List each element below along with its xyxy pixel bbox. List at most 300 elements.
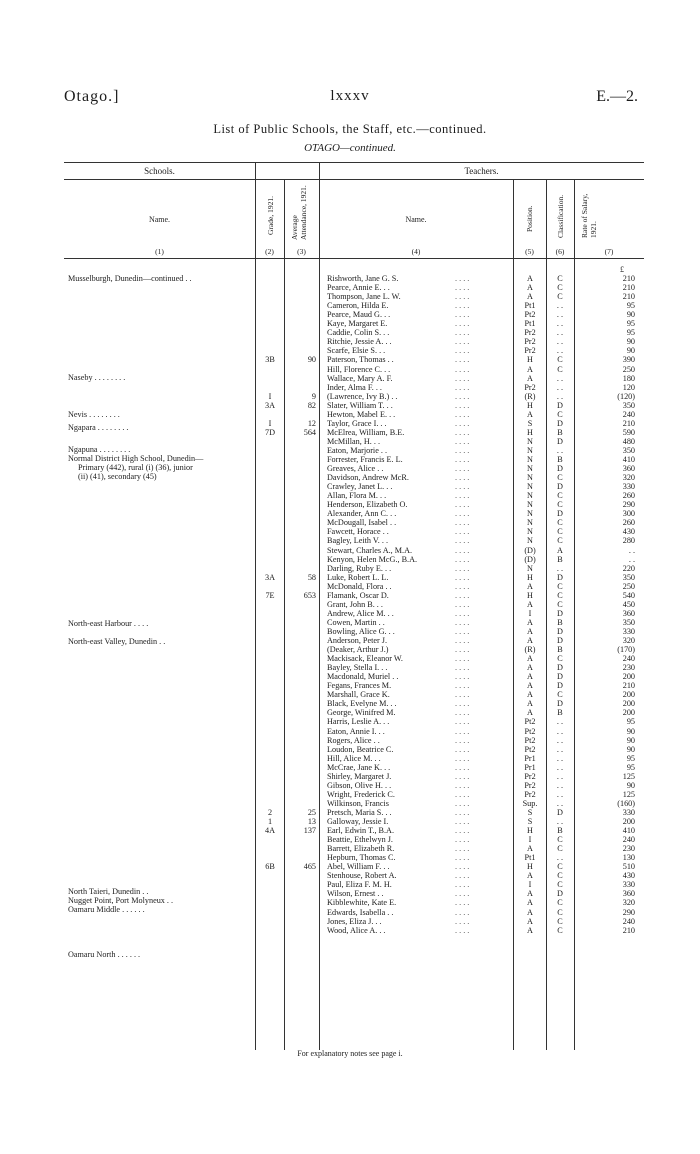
leader-dots: . . . . (455, 337, 470, 347)
position-cell: S (527, 807, 533, 817)
position-cell: Sup. (522, 798, 538, 808)
leader-dots: . . . . (455, 645, 470, 655)
page-number: lxxxv (330, 88, 370, 104)
salary-cell: 200 (622, 690, 635, 700)
table-row (0, 736, 700, 745)
classification-cell: C (557, 898, 563, 908)
classification-cell: . . (556, 789, 564, 799)
salary-cell: 250 (622, 581, 635, 591)
leader-dots: . . . . (455, 835, 470, 845)
position-cell: A (527, 663, 533, 673)
teacher-name-cell: Luke, Robert L. L. (327, 572, 389, 582)
salary-cell: 95 (626, 301, 635, 311)
leader-dots: . . . . (455, 301, 470, 311)
classification-cell: . . (556, 762, 564, 772)
position-cell: Pt2 (524, 744, 536, 754)
position-cell: A (527, 889, 533, 899)
table-row (0, 772, 700, 781)
table-row (0, 889, 700, 898)
school-name: Nugget Point, Port Molyneux . . (68, 896, 174, 905)
classification-cell: . . (556, 391, 564, 401)
classification-cell: . . (556, 337, 564, 347)
col-teacher-name: Name. (405, 215, 427, 224)
leader-dots: . . . . (455, 744, 470, 754)
salary-cell: 200 (622, 817, 635, 826)
teacher-name-cell: Hepburn, Thomas C. (327, 853, 396, 863)
attendance-cell: 25 (307, 807, 316, 817)
table-row (0, 383, 700, 392)
teacher-name-cell: McMillan, H. . . (327, 436, 380, 446)
teacher-name-cell: Caddie, Colin S. . . (327, 328, 390, 338)
teacher-name-cell: Fawcett, Horace . . (327, 527, 389, 537)
col-number: (3) (297, 247, 306, 256)
leader-dots: . . . . (455, 409, 470, 419)
classification-cell: D (557, 672, 563, 682)
position-cell: H (527, 862, 533, 872)
salary-cell: 320 (622, 473, 635, 483)
table-row (0, 853, 700, 862)
teacher-name-cell: McDougall, Isabel . . (327, 518, 397, 528)
salary-cell: 125 (622, 771, 635, 781)
leader-dots: . . . . (455, 346, 470, 356)
header-right: E.—2. (596, 88, 638, 105)
position-cell: Pr2 (524, 337, 536, 347)
classification-cell: C (557, 500, 563, 510)
position-cell: Pr2 (524, 771, 536, 781)
table-row (0, 564, 700, 573)
grade-cell: I (268, 391, 272, 401)
position-cell: Pt1 (524, 301, 536, 311)
leader-dots: . . . . (455, 283, 470, 293)
attendance-cell: 137 (303, 826, 316, 836)
table-row (0, 283, 700, 292)
position-cell: (R) (524, 645, 536, 655)
classification-cell: B (557, 455, 563, 464)
teacher-name-cell: Gibson, Olive H. . . (327, 780, 392, 790)
classification-cell: . . (556, 798, 564, 808)
classification-cell: C (557, 274, 563, 283)
classification-cell: . . (556, 382, 564, 392)
salary-cell: 90 (626, 726, 635, 736)
position-cell: H (527, 590, 533, 600)
teacher-name-cell: Beattie, Ethelwyn J. (327, 835, 393, 845)
salary-cell: 330 (622, 880, 635, 890)
salary-cell: 95 (626, 753, 635, 763)
teacher-name-cell: Wallace, Mary A. F. (327, 373, 393, 383)
classification-cell: D (557, 807, 563, 817)
position-cell: A (527, 699, 533, 709)
teacher-name-cell: Scarfe, Elsie S. . . (327, 346, 386, 356)
table-row (0, 600, 700, 609)
classification-cell: D (557, 681, 563, 691)
leader-dots: . . . . (455, 762, 470, 772)
classification-cell: C (557, 518, 563, 528)
teacher-name-cell: Andrew, Alice M. . . (327, 608, 394, 618)
position-cell: Pt2 (524, 717, 536, 727)
table-row (0, 754, 700, 763)
leader-dots: . . . . (455, 889, 470, 899)
teacher-name-cell: Anderson, Peter J. (327, 636, 388, 645)
teacher-name-cell: Wright, Frederick C. (327, 789, 395, 799)
salary-cell: 540 (622, 590, 635, 600)
school-name: Nevis . . . . . . . . (68, 410, 120, 419)
table-row (0, 446, 700, 455)
table-row (0, 301, 700, 310)
classification-cell: . . (556, 373, 564, 383)
position-cell: S (527, 817, 533, 826)
table-row (0, 365, 700, 374)
salary-cell: 360 (622, 608, 635, 618)
position-cell: N (527, 527, 533, 537)
salary-cell: . . (628, 545, 635, 555)
leader-dots: . . . . (455, 844, 470, 854)
position-cell: Pt1 (524, 853, 536, 863)
leader-dots: . . . . (455, 545, 470, 555)
col-number: (7) (604, 247, 614, 256)
classification-cell: . . (556, 310, 564, 320)
classification-cell: B (557, 617, 563, 627)
attendance-cell: 13 (307, 817, 316, 826)
col-grade: Grade, 1921. (266, 196, 275, 235)
classification-cell: D (557, 436, 563, 446)
school-name: Normal District High School, Dunedin— (68, 454, 204, 463)
teacher-name-cell: Harris, Leslie A. . . (327, 717, 390, 727)
leader-dots: . . . . (455, 735, 470, 745)
table-row (0, 355, 700, 364)
group-rule (64, 179, 644, 180)
header-left: Otago.] (64, 88, 120, 105)
salary-cell: 210 (622, 292, 635, 302)
table-row (0, 808, 700, 817)
leader-dots: . . . . (455, 780, 470, 790)
classification-cell: C (557, 925, 563, 935)
teacher-name-cell: Davidson, Andrew McR. (327, 473, 409, 483)
col-school-name: Name. (148, 215, 171, 224)
position-cell: I (528, 880, 532, 890)
salary-cell: 210 (622, 418, 635, 428)
teacher-name-cell: Rogers, Alice . . (327, 735, 380, 745)
leader-dots: . . . . (455, 500, 470, 510)
classification-cell: C (557, 590, 563, 600)
col-number: (5) (525, 247, 534, 256)
salary-cell: 410 (622, 826, 635, 836)
table-row (0, 663, 700, 672)
leader-dots: . . . . (455, 373, 470, 383)
classification-cell: C (557, 409, 563, 419)
teacher-name-cell: Forrester, Francis E. L. (327, 455, 403, 464)
classification-cell: D (557, 572, 563, 582)
classification-cell: . . (556, 853, 564, 863)
leader-dots: . . . . (455, 880, 470, 890)
grade-cell: 7D (264, 427, 275, 437)
classification-cell: C (557, 292, 563, 302)
salary-cell: (120) (617, 391, 635, 401)
classification-cell: D (557, 663, 563, 673)
classification-cell: D (557, 464, 563, 474)
table-row (0, 292, 700, 301)
table-row (0, 491, 700, 500)
salary-cell: 280 (622, 536, 635, 546)
classification-cell: C (557, 835, 563, 845)
salary-cell: 330 (622, 807, 635, 817)
table-row (0, 672, 700, 681)
grade-cell: 1 (267, 817, 273, 826)
grade-cell: 4A (264, 826, 275, 836)
classification-cell: . . (556, 328, 564, 338)
leader-dots: . . . . (455, 672, 470, 682)
teacher-name-cell: Eaton, Annie I. . . (327, 726, 385, 736)
teacher-name-cell: Eaton, Marjorie . . (327, 445, 388, 455)
grade-cell: 3A (264, 400, 275, 410)
grade-cell: 6B (265, 862, 275, 872)
salary-cell: 210 (622, 274, 635, 283)
position-cell: Pt2 (524, 726, 536, 736)
position-cell: Pr2 (524, 346, 536, 356)
position-cell: A (527, 916, 533, 926)
teacher-name-cell: Grant, John B. . . (327, 599, 383, 609)
teacher-name-cell: Hewton, Mabel E. . . (327, 409, 396, 419)
classification-cell: C (557, 355, 563, 365)
classification-cell: D (557, 608, 563, 618)
table-top-rule (64, 162, 644, 163)
salary-cell: 90 (626, 735, 635, 745)
table-row (0, 681, 700, 690)
teacher-name-cell: Greaves, Alice . . (327, 464, 384, 474)
col-number: (4) (411, 247, 421, 256)
grade-cell: 2 (267, 807, 273, 817)
teacher-name-cell: Barrett, Elizabeth R. (327, 844, 395, 854)
salary-cell: 200 (622, 708, 635, 718)
table-row (0, 473, 700, 482)
classification-cell: D (557, 889, 563, 899)
leader-dots: . . . . (455, 319, 470, 329)
classification-cell: B (557, 427, 563, 437)
salary-cell: 120 (622, 382, 635, 392)
table-row (0, 708, 700, 717)
school-name: North Taieri, Dunedin . . (68, 887, 149, 896)
table-row (0, 555, 700, 564)
salary-cell: 260 (622, 491, 635, 501)
salary-cell: 350 (622, 572, 635, 582)
leader-dots: . . . . (455, 391, 470, 401)
teacher-name-cell: Pearce, Annie E. . . (327, 283, 390, 293)
teacher-name-cell: Kaye, Margaret E. (327, 319, 388, 329)
salary-cell: 240 (622, 916, 635, 926)
position-cell: A (527, 871, 533, 881)
teacher-name-cell: Wilkinson, Francis (327, 798, 389, 808)
leader-dots: . . . . (455, 400, 470, 410)
classification-cell: . . (556, 817, 564, 826)
table-row (0, 690, 700, 699)
table-row (0, 419, 700, 428)
table-row (0, 455, 700, 464)
leader-dots: . . . . (455, 328, 470, 338)
leader-dots: . . . . (455, 753, 470, 763)
table-row (0, 437, 700, 446)
position-cell: H (527, 355, 533, 365)
table-row (0, 582, 700, 591)
salary-cell: 230 (622, 663, 635, 673)
position-cell: A (527, 654, 533, 664)
leader-dots: . . . . (455, 445, 470, 455)
salary-cell: 95 (626, 762, 635, 772)
leader-dots: . . . . (455, 427, 470, 437)
classification-cell: . . (556, 346, 564, 356)
position-cell: N (527, 500, 533, 510)
table-row (0, 573, 700, 582)
teacher-name-cell: Stenhouse, Robert A. (327, 871, 397, 881)
salary-cell: 430 (622, 527, 635, 537)
table-row (0, 310, 700, 319)
salary-cell: 90 (626, 744, 635, 754)
table-row (0, 392, 700, 401)
salary-cell: 290 (622, 500, 635, 510)
table-row (0, 346, 700, 355)
school-name: Naseby . . . . . . . . (68, 373, 126, 382)
position-cell: H (527, 572, 533, 582)
position-cell: N (527, 518, 533, 528)
teacher-name-cell: Marshall, Grace K. (327, 690, 390, 700)
col-salary: Rate of Salary, 1921. (580, 193, 598, 238)
position-cell: Pt2 (524, 310, 536, 320)
table-row (0, 546, 700, 555)
position-cell: A (527, 617, 533, 627)
position-cell: N (527, 455, 533, 464)
leader-dots: . . . . (455, 826, 470, 836)
teacher-name-cell: Wood, Alice A. . . (327, 925, 386, 935)
school-name: Ngapara . . . . . . . . (68, 423, 129, 432)
salary-cell: 350 (622, 445, 635, 455)
leader-dots: . . . . (455, 274, 470, 283)
salary-cell: 240 (622, 409, 635, 419)
salary-cell: 95 (626, 717, 635, 727)
leader-dots: . . . . (455, 798, 470, 808)
leader-dots: . . . . (455, 617, 470, 627)
attendance-cell: 12 (307, 418, 316, 428)
table-row (0, 799, 700, 808)
position-cell: I (528, 608, 532, 618)
col-number: (6) (555, 247, 565, 256)
table-row (0, 374, 700, 383)
salary-cell: 320 (622, 898, 635, 908)
salary-cell: (170) (617, 645, 635, 655)
classification-cell: C (557, 581, 563, 591)
classification-cell: D (557, 482, 563, 492)
leader-dots: . . . . (455, 382, 470, 392)
salary-cell: 430 (622, 871, 635, 881)
classification-cell: D (557, 699, 563, 709)
salary-cell: 350 (622, 617, 635, 627)
position-cell: N (527, 445, 533, 455)
leader-dots: . . . . (455, 572, 470, 582)
teacher-name-cell: Crawley, Janet L. . . (327, 482, 393, 492)
attendance-cell: 82 (307, 400, 316, 410)
leader-dots: . . . . (455, 473, 470, 483)
leader-dots: . . . . (455, 699, 470, 709)
leader-dots: . . . . (455, 455, 470, 464)
position-cell: N (527, 464, 533, 474)
position-cell: H (527, 826, 533, 836)
attendance-cell: 465 (303, 862, 316, 872)
table-row (0, 627, 700, 636)
salary-cell: 390 (622, 355, 635, 365)
attendance-cell: 653 (303, 590, 316, 600)
salary-cell: 90 (626, 346, 635, 356)
school-name: Ngapuna . . . . . . . . (68, 445, 131, 454)
leader-dots: . . . . (455, 708, 470, 718)
salary-cell: 290 (622, 907, 635, 917)
table-row (0, 401, 700, 410)
salary-cell: 480 (622, 436, 635, 446)
school-name: Musselburgh, Dunedin—continued . . (68, 274, 192, 283)
teacher-name-cell: Earl, Edwin T., B.A. (327, 826, 395, 836)
leader-dots: . . . . (455, 663, 470, 673)
position-cell: N (527, 436, 533, 446)
salary-cell: 300 (622, 509, 635, 519)
classification-cell: A (557, 545, 563, 555)
table-row (0, 727, 700, 736)
leader-dots: . . . . (455, 599, 470, 609)
position-cell: A (527, 599, 533, 609)
teacher-name-cell: Kenyon, Helen McG., B.A. (327, 554, 418, 564)
position-cell: Pr2 (524, 780, 536, 790)
classification-cell: C (557, 916, 563, 926)
position-cell: A (527, 364, 533, 374)
salary-cell: 125 (622, 789, 635, 799)
table-row (0, 835, 700, 844)
leader-dots: . . . . (455, 717, 470, 727)
header-bottom-rule (64, 258, 644, 259)
salary-cell: 250 (622, 364, 635, 374)
table-row (0, 618, 700, 627)
position-cell: Pr2 (524, 328, 536, 338)
leader-dots: . . . . (455, 355, 470, 365)
position-cell: Pr2 (524, 382, 536, 392)
position-cell: A (527, 626, 533, 636)
salary-cell: 95 (626, 328, 635, 338)
grade-cell: 7E (265, 590, 275, 600)
attendance-cell: 9 (311, 391, 316, 401)
classification-cell: D (557, 400, 563, 410)
teacher-name-cell: Inder, Alma F. . . (327, 382, 382, 392)
grade-cell: 3A (264, 572, 275, 582)
table-row (0, 763, 700, 772)
teacher-name-cell: Henderson, Elizabeth O. (327, 500, 408, 510)
classification-cell: . . (556, 717, 564, 727)
page-subtitle: OTAGO—continued. (304, 142, 396, 154)
teacher-name-cell: Taylor, Grace I. . . (327, 418, 387, 428)
table-row (0, 518, 700, 527)
leader-dots: . . . . (455, 527, 470, 537)
col-number: (2) (265, 247, 274, 256)
classification-cell: C (557, 871, 563, 881)
col-classification: Classification. (556, 194, 565, 238)
teacher-name-cell: Stewart, Charles A., M.A. (327, 545, 413, 555)
table-row (0, 908, 700, 917)
salary-cell: 90 (626, 780, 635, 790)
leader-dots: . . . . (455, 898, 470, 908)
teacher-name-cell: Hill, Alice M. . . (327, 753, 381, 763)
classification-cell: . . (556, 771, 564, 781)
salary-cell: 220 (622, 563, 635, 573)
position-cell: A (527, 898, 533, 908)
leader-dots: . . . . (455, 482, 470, 492)
leader-dots: . . . . (455, 292, 470, 302)
teacher-name-cell: Kibblewhite, Kate E. (327, 898, 397, 908)
position-cell: A (527, 409, 533, 419)
position-cell: A (527, 274, 533, 283)
salary-cell: 200 (622, 699, 635, 709)
